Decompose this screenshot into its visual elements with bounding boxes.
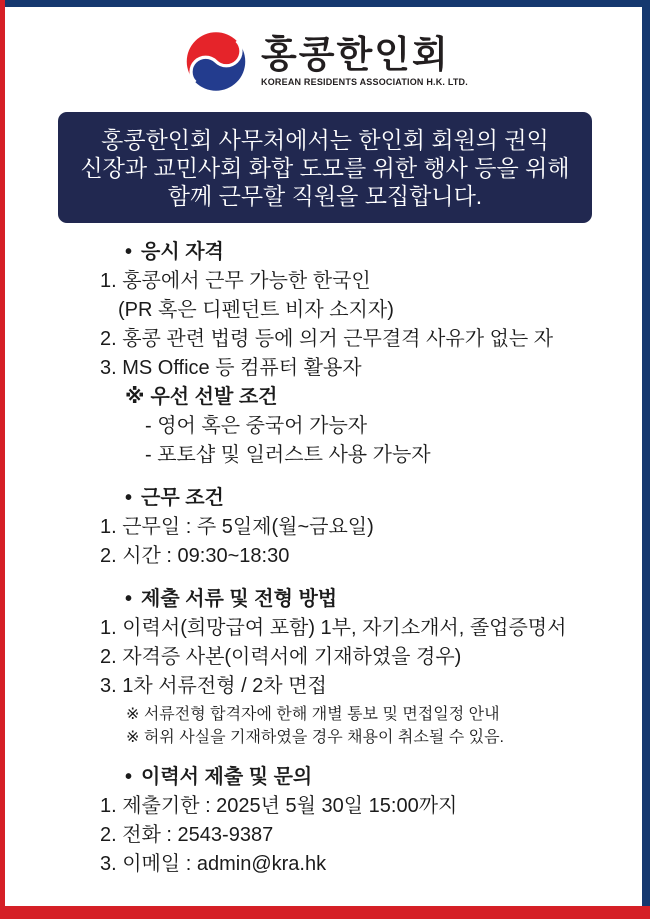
- section-heading: [100, 585, 614, 614]
- list-item: 1. 제출기한 : 2025년 5월 30일 15:00까지: [100, 795, 458, 817]
- list-item: - 영어 혹은 중국어 가능자: [145, 415, 368, 437]
- note-line: ※ 서류전형 합격자에 한해 개별 통보 및 면접일정 안내: [126, 706, 500, 723]
- flyer-body: [0, 238, 650, 879]
- taegeuk-icon: [182, 29, 250, 94]
- list-item: 2. 자격증 사본(이력서에 기재하였을 경우): [100, 646, 462, 668]
- section-documents: [100, 585, 614, 749]
- section-title: 이력서 제출 및 문의: [141, 766, 313, 788]
- list-item: 1. 이력서(희망급여 포함) 1부, 자기소개서, 졸업증명서: [100, 617, 567, 639]
- list-item: 1. 홍콩에서 근무 가능한 한국인: [100, 270, 371, 292]
- frame-bottom-bar: [0, 906, 650, 919]
- note-line: ※ 허위 사실을 기재하였을 경우 채용이 취소될 수 있음.: [126, 729, 504, 746]
- org-name: 홍콩한인회: [261, 33, 450, 75]
- section-heading: [100, 484, 614, 513]
- org-logo: [0, 29, 650, 94]
- frame-top-bar: [5, 0, 650, 7]
- frame-right-bar: [642, 0, 650, 906]
- list-item: 2. 홍콩 관련 법령 등에 의거 근무결격 사유가 없는 자: [100, 328, 554, 350]
- section-title: 제출 서류 및 전형 방법: [141, 588, 338, 610]
- org-name-english: KOREAN RESIDENTS ASSOCIATION H.K. LTD.: [261, 77, 468, 88]
- bullet-marker: •: [125, 241, 133, 263]
- banner-line: 신장과 교민사회 화합 도모를 위한 행사 등을 위해: [80, 155, 570, 181]
- reference-marker: ※: [125, 386, 145, 408]
- section-notes: [100, 703, 614, 749]
- section-heading: [100, 763, 614, 792]
- section-eligibility: [100, 238, 614, 470]
- list-item: 1. 근무일 : 주 5일제(월~금요일): [100, 516, 374, 538]
- list-item: 2. 전화 : 2543-9387: [100, 824, 274, 846]
- section-title: 응시 자격: [141, 241, 224, 263]
- bullet-marker: •: [125, 487, 133, 509]
- banner-line: 홍콩한인회 사무처에서는 한인회 회원의 권익: [101, 127, 549, 153]
- intro-banner: [58, 112, 592, 223]
- banner-line: 함께 근무할 직원을 모집합니다.: [167, 183, 483, 209]
- section-submission: [100, 763, 614, 879]
- section-heading: [100, 238, 614, 267]
- list-item: - 포토샵 및 일러스트 사용 가능자: [145, 444, 431, 466]
- frame-left-bar: [0, 0, 5, 919]
- bullet-marker: •: [125, 766, 133, 788]
- priority-criteria-heading: [100, 383, 614, 412]
- list-item: (PR 혹은 디펜던트 비자 소지자): [118, 299, 394, 321]
- subsection-title: 우선 선발 조건: [150, 386, 278, 408]
- bullet-marker: •: [125, 588, 133, 610]
- contact-email: 3. 이메일 : admin@kra.hk: [100, 853, 327, 875]
- section-title: 근무 조건: [141, 487, 224, 509]
- list-item: 3. 1차 서류전형 / 2차 면접: [100, 675, 327, 697]
- org-logo-text: [261, 33, 468, 88]
- section-work-conditions: [100, 484, 614, 571]
- list-item: 2. 시간 : 09:30~18:30: [100, 545, 290, 567]
- list-item: 3. MS Office 등 컴퓨터 활용자: [100, 357, 362, 379]
